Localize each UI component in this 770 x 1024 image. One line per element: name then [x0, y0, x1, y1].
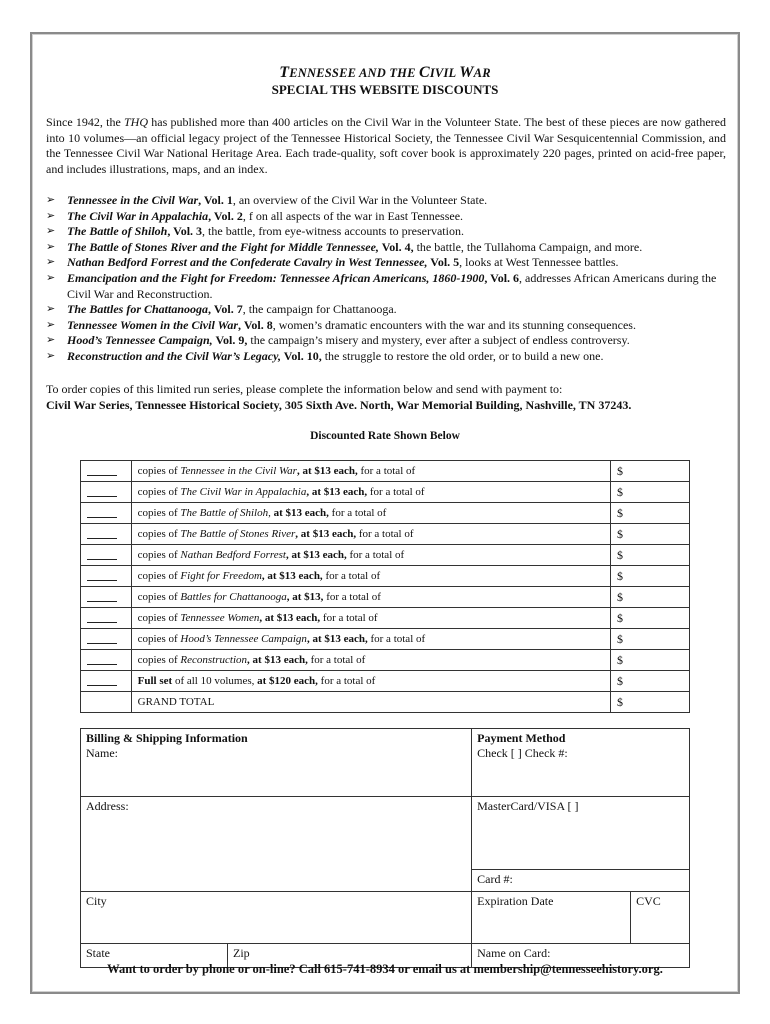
arrow-bullet-icon: ➢ [46, 318, 56, 331]
amount-field[interactable]: $ [610, 524, 689, 545]
check-field[interactable] [472, 729, 690, 797]
arrow-bullet-icon: ➢ [46, 303, 56, 316]
arrow-bullet-icon: ➢ [46, 349, 56, 362]
volume-item: ➢ Tennessee Women in the Civil War, Vol. 8, women’s dramatic encounters with the war and its stunning consequences. [46, 317, 636, 332]
order-description: copies of Battles for Chattanooga, at $13, for a total of [131, 587, 610, 608]
cvc-label: CVC [636, 894, 661, 908]
table-row [81, 524, 690, 545]
name-label: Name: [86, 746, 118, 760]
intro-paragraph: Since 1942, the THQ has published more than 400 articles on the Civil War in the Volunteer State. The best of these pieces are now gathered into 10 volumes—an official legacy project of the Tennessee Historical Society, the Tennessee Civil War Sesquicentennial Commission, and the Tennessee Civil War National Heritage Area. Each trade-quality, soft cover book is approximately 220 pages, printed on acid-free paper, and includes illustrations, maps, and an index. [46, 115, 726, 176]
order-table [80, 460, 690, 713]
name-on-card-label: Name on Card: [477, 946, 551, 960]
quantity-field[interactable] [81, 629, 132, 650]
amount-field[interactable]: $ [610, 587, 689, 608]
quantity-field[interactable] [81, 503, 132, 524]
table-row [81, 545, 690, 566]
expiration-field[interactable] [472, 892, 631, 944]
table-row [81, 797, 690, 870]
table-row [81, 503, 690, 524]
card-type-label: MasterCard/VISA [ ] [477, 799, 579, 813]
table-row [81, 629, 690, 650]
quantity-field[interactable] [81, 524, 132, 545]
card-number-label: Card #: [477, 872, 513, 886]
city-label: City [86, 894, 107, 908]
grand-total-label: GRAND TOTAL [131, 692, 610, 713]
table-row [81, 482, 690, 503]
grand-total-row [81, 692, 690, 713]
order-description: Full set of all 10 volumes, at $120 each, for a total of [131, 671, 610, 692]
volume-item: ➢ Tennessee in the Civil War, Vol. 1, an overview of the Civil War in the Volunteer State. [46, 193, 488, 207]
order-description: copies of Nathan Bedford Forrest, at $13 each, for a total of [131, 545, 610, 566]
grand-total-field[interactable]: $ [610, 692, 689, 713]
volume-list [46, 193, 736, 365]
order-description: copies of Tennessee Women, at $13 each, for a total of [131, 608, 610, 629]
payment-heading: Payment Method [477, 731, 566, 745]
amount-field[interactable]: $ [610, 545, 689, 566]
quantity-field[interactable] [81, 671, 132, 692]
check-label: Check [ ] Check #: [477, 746, 568, 760]
volume-item: ➢ The Civil War in Appalachia, Vol. 2, f on all aspects of the war in East Tennessee. [46, 208, 464, 223]
table-row [81, 587, 690, 608]
quantity-field[interactable] [81, 566, 132, 587]
amount-field[interactable]: $ [610, 650, 689, 671]
order-description: copies of The Battle of Stones River, at $13 each, for a total of [131, 524, 610, 545]
arrow-bullet-icon: ➢ [46, 225, 56, 238]
order-instructions: To order copies of this limited run series, please complete the information below and send with payment to: [46, 382, 563, 396]
amount-field[interactable]: $ [610, 629, 689, 650]
arrow-bullet-icon: ➢ [46, 194, 56, 206]
table-row [81, 461, 690, 482]
volume-item: ➢ The Battle of Stones River and the Fight for Middle Tennessee, Vol. 4, the battle, the Tullahoma Campaign, and more. [46, 239, 643, 254]
billing-payment-table [80, 728, 690, 968]
city-field[interactable] [81, 892, 472, 944]
billing-heading: Billing & Shipping Information [86, 731, 248, 745]
table-row [81, 729, 690, 797]
contact-footer: Want to order by phone or on-line? Call 615-741-8934 or email us at membership@tennesseehistory.org. [107, 962, 663, 976]
arrow-bullet-icon: ➢ [46, 240, 56, 253]
quantity-field[interactable] [81, 482, 132, 503]
empty-cell [81, 692, 132, 713]
volume-item: ➢ Reconstruction and the Civil War’s Legacy, Vol. 10, the struggle to restore the old order, or to build a new one. [46, 348, 604, 363]
volume-item: ➢ Emancipation and the Fight for Freedom: Tennessee African Americans, 1860-1900, Vol. 6, addresses African Americans during the Civil War and Reconstruction. [46, 270, 717, 301]
address-label: Address: [86, 799, 129, 813]
volume-item: ➢ The Battles for Chattanooga, Vol. 7, the campaign for Chattanooga. [46, 302, 397, 317]
volume-item: ➢ The Battle of Shiloh, Vol. 3, the battle, from eye-witness accounts to preservation. [46, 224, 464, 239]
table-row [81, 650, 690, 671]
table-row [81, 608, 690, 629]
table-row [81, 892, 690, 944]
state-label: State [86, 946, 110, 960]
arrow-bullet-icon: ➢ [46, 256, 56, 269]
amount-field[interactable]: $ [610, 482, 689, 503]
page-title: TENNESSEE AND THE CIVIL WAR [279, 64, 491, 81]
quantity-field[interactable] [81, 608, 132, 629]
order-description: copies of Hood’s Tennessee Campaign, at $13 each, for a total of [131, 629, 610, 650]
arrow-bullet-icon: ➢ [46, 209, 56, 222]
card-type-field[interactable] [472, 797, 690, 870]
expiration-label: Expiration Date [477, 894, 554, 908]
order-description: copies of Reconstruction, at $13 each, for a total of [131, 650, 610, 671]
discount-heading: Discounted Rate Shown Below [310, 430, 460, 442]
quantity-field[interactable] [81, 461, 132, 482]
order-description: copies of The Civil War in Appalachia, at $13 each, for a total of [131, 482, 610, 503]
zip-label: Zip [233, 946, 250, 960]
table-row [81, 671, 690, 692]
order-description: copies of The Battle of Shiloh, at $13 each, for a total of [131, 503, 610, 524]
arrow-bullet-icon: ➢ [46, 334, 56, 347]
amount-field[interactable]: $ [610, 608, 689, 629]
order-description: copies of Fight for Freedom, at $13 each, for a total of [131, 566, 610, 587]
cvc-field[interactable] [631, 892, 690, 944]
card-number-field[interactable] [472, 870, 690, 892]
arrow-bullet-icon: ➢ [46, 271, 56, 284]
table-row [81, 566, 690, 587]
page-subtitle: SPECIAL THS WEBSITE DISCOUNTS [271, 82, 499, 97]
amount-field[interactable]: $ [610, 566, 689, 587]
address-field[interactable] [81, 797, 472, 892]
amount-field[interactable]: $ [610, 503, 689, 524]
quantity-field[interactable] [81, 545, 132, 566]
amount-field[interactable]: $ [610, 461, 689, 482]
amount-field[interactable]: $ [610, 671, 689, 692]
quantity-field[interactable] [81, 587, 132, 608]
order-description: copies of Tennessee in the Civil War, at $13 each, for a total of [131, 461, 610, 482]
name-field[interactable] [81, 729, 472, 797]
volume-item: ➢ Hood’s Tennessee Campaign, Vol. 9, the campaign’s misery and mystery, ever after a subject of endless controversy. [46, 333, 630, 348]
volume-item: ➢ Nathan Bedford Forrest and the Confederate Cavalry in West Tennessee, Vol. 5, looks at West Tennessee battles. [46, 255, 619, 270]
quantity-field[interactable] [81, 650, 132, 671]
mailing-address: Civil War Series, Tennessee Historical Society, 305 Sixth Ave. North, War Memorial Building, Nashville, TN 37243. [46, 398, 632, 412]
